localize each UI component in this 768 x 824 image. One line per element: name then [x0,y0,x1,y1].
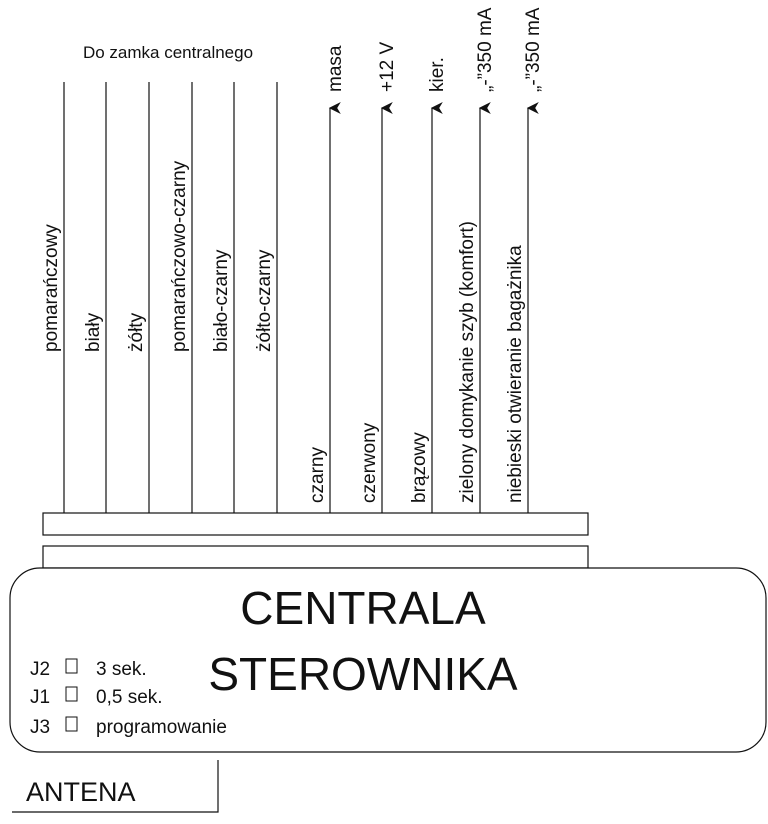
connector-lower [43,546,588,568]
jumper-id: J2 [30,659,51,680]
jumper-desc: programowanie [96,717,227,738]
wire-label-yellow-black: żółto-czarny [254,249,275,352]
output-function-label-12v: +12 V [377,41,398,92]
jumper-id: J1 [30,687,51,708]
connector-upper [43,513,588,535]
output-function-label-indicator: kier. [427,57,448,92]
jumper-desc: 0,5 sek. [96,687,163,708]
jumper-desc: 3 sek. [96,659,147,680]
output-function-label-comfort: „-”350 mA [475,7,496,92]
unit-title-line2: STEROWNIKA [208,648,518,700]
output-color-label-blue: niebieski otwieranie bagażnika [505,245,526,503]
wire-label-yellow: żółty [126,312,147,352]
jumper-row-j1 [30,687,163,708]
antenna-label: ANTENA [26,777,136,807]
jumper-id: J3 [30,717,51,738]
wire-label-white: biały [83,312,104,352]
central-lock-label: Do zamka centralnego [82,43,254,62]
output-color-label-brown: brązowy [409,432,430,503]
output-color-label-black: czarny [307,447,328,503]
wire-label-orange-black: pomarańczowo-czarny [169,160,190,352]
output-function-label-ground: masa [325,45,346,92]
output-color-label-red: czerwony [359,422,380,503]
wire-label-white-black: biało-czarny [211,249,232,352]
wire-label-orange: pomarańczowy [41,224,62,352]
output-function-label-trunk: „-”350 mA [523,7,544,92]
unit-title-line1: CENTRALA [240,582,486,634]
output-color-label-green: zielony domykanie szyb (komfort) [457,221,478,503]
